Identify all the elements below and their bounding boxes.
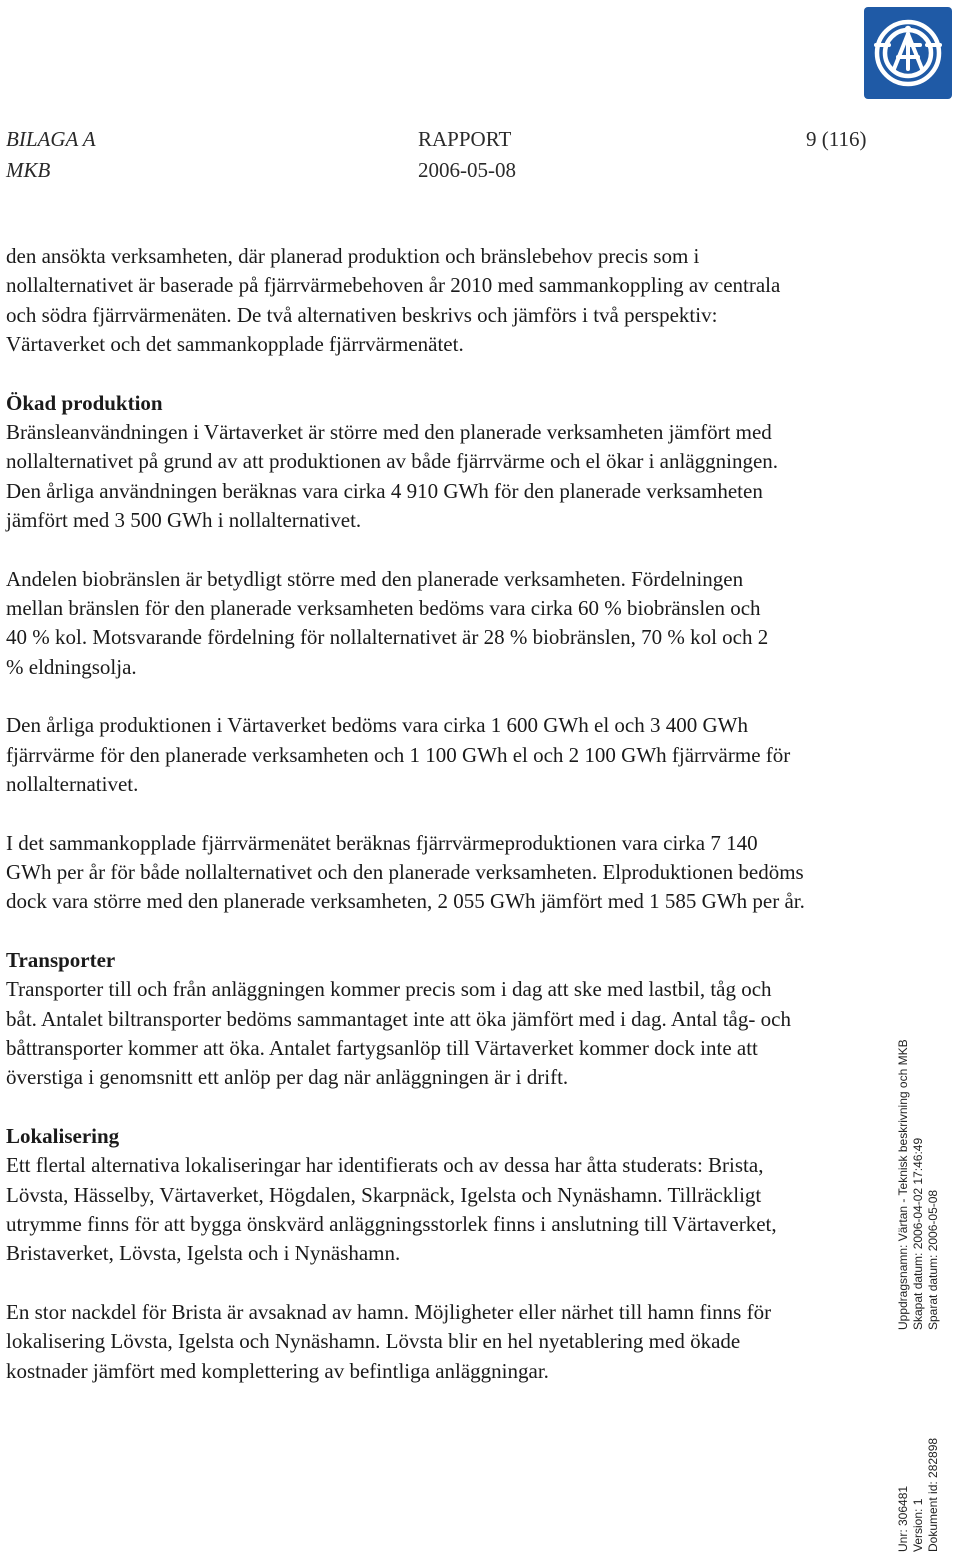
paragraph-fuel-usage: Bränsleanvändningen i Värtaverket är större med den planerade verksamheten jämfört med nollalternativet på grund av att produktionen av både fjärrvärme och el ökar i anläggningen. Den årliga användningen beräknas vara cirka 4 910 GWh för den planerade verksamheten jämfört med 3 500 GWh i nollalternativet. <box>6 420 779 533</box>
side-saved-date: Sparat datum: 2006-05-08 <box>926 1189 940 1330</box>
header-doc-type: RAPPORT <box>418 127 512 151</box>
heading-transporter: Transporter <box>6 947 116 972</box>
heading-lokalisering: Lokalisering <box>6 1123 120 1148</box>
side-assignment-name: Uppdragsnamn: Värtan - Teknisk beskrivning och MKB <box>896 1039 910 1330</box>
intro-paragraph: den ansökta verksamheten, där planerad produktion och bränslebehov precis som i nollalternativet är baserade på fjärrvärmebehoven år 2010 med sammankoppling av centrala och södra fjärrvärmenäten. De två alternativen beskrivs och jämförs i två perspektiv: Värtaverket och det sammankopplade fjärrvärmenätet. <box>6 244 781 357</box>
page-number: 9 (116) <box>806 127 867 151</box>
paragraph-district-heating-network: I det sammankopplade fjärrvärmenätet beräknas fjärrvärmeproduktionen vara cirka 7 140 GWh per år för både nollalternativet och den planerade verksamheten. Elproduktionen bedöms dock vara större med den planerade verksamheten, 2 055 GWh jämfört med 1 585 GWh per år. <box>6 830 805 914</box>
side-document-id: Dokument id: 282898 <box>926 1437 940 1552</box>
side-unr: Unr: 306481 <box>896 1485 910 1552</box>
side-created-date: Skapat datum: 2006-04-02 17:46:49 <box>911 1137 925 1330</box>
header-section: MKB <box>6 158 51 182</box>
paragraph-biofuel-share: Andelen biobränslen är betydligt större med den planerade verksamheten. Fördelningen mellan bränslen för den planerade verksamheten bedöms vara cirka 60 % biobränslen och 40 % kol. Motsvarande fördelning för nollalternativet är 28 % biobränslen, 70 % kol och 2 % eldningsolja. <box>6 566 769 679</box>
heading-okad-produktion: Ökad produktion <box>6 390 163 415</box>
paragraph-brista-disadvantage: En stor nackdel för Brista är avsaknad av hamn. Möjligheter eller närhet till hamn finns för lokalisering Lövsta, Igelsta och Nynäshamn. Lövsta blir en hel nyetablering med ökade kostnader jämfört med komplettering av befintliga anläggningar. <box>6 1299 772 1383</box>
paragraph-transports: Transporter till och från anläggningen kommer precis som i dag att ske med lastbil, tåg och båt. Antalet biltransporter bedöms sammantaget inte att öka jämfört med i dag. Antal tåg- och båttransporter kommer att öka. Antalet fartygsanlöp till Värtaverket kommer dock inte att överstiga i genomsnitt ett anlöp per dag när anläggningen är i drift. <box>6 977 791 1090</box>
afconsult-logo-icon <box>864 7 952 99</box>
paragraph-annual-production: Den årliga produktionen i Värtaverket bedöms vara cirka 1 600 GWh el och 3 400 GWh fjärrvärme för den planerade verksamheten och 1 100 GWh el och 2 100 GWh fjärrvärme för nollalternativet. <box>6 713 791 797</box>
document-body <box>6 242 866 1386</box>
header-date: 2006-05-08 <box>418 158 516 182</box>
side-version: Version: 1 <box>911 1498 925 1552</box>
company-logo <box>864 7 952 99</box>
header-attachment: BILAGA A <box>6 127 96 151</box>
paragraph-localisation-alternatives: Ett flertal alternativa lokaliseringar har identifierats och av dessa har åtta studerats: Brista, Lövsta, Hässelby, Värtaverket, Högdalen, Skarpnäck, Igelsta och Nynäshamn. Tillräckligt utrymme finns för att bygga önskvärd anläggningsstorlek finns i anslutning till Värtaverket, Bristaverket, Lövsta, Igelsta och i Nynäshamn. <box>6 1153 777 1266</box>
